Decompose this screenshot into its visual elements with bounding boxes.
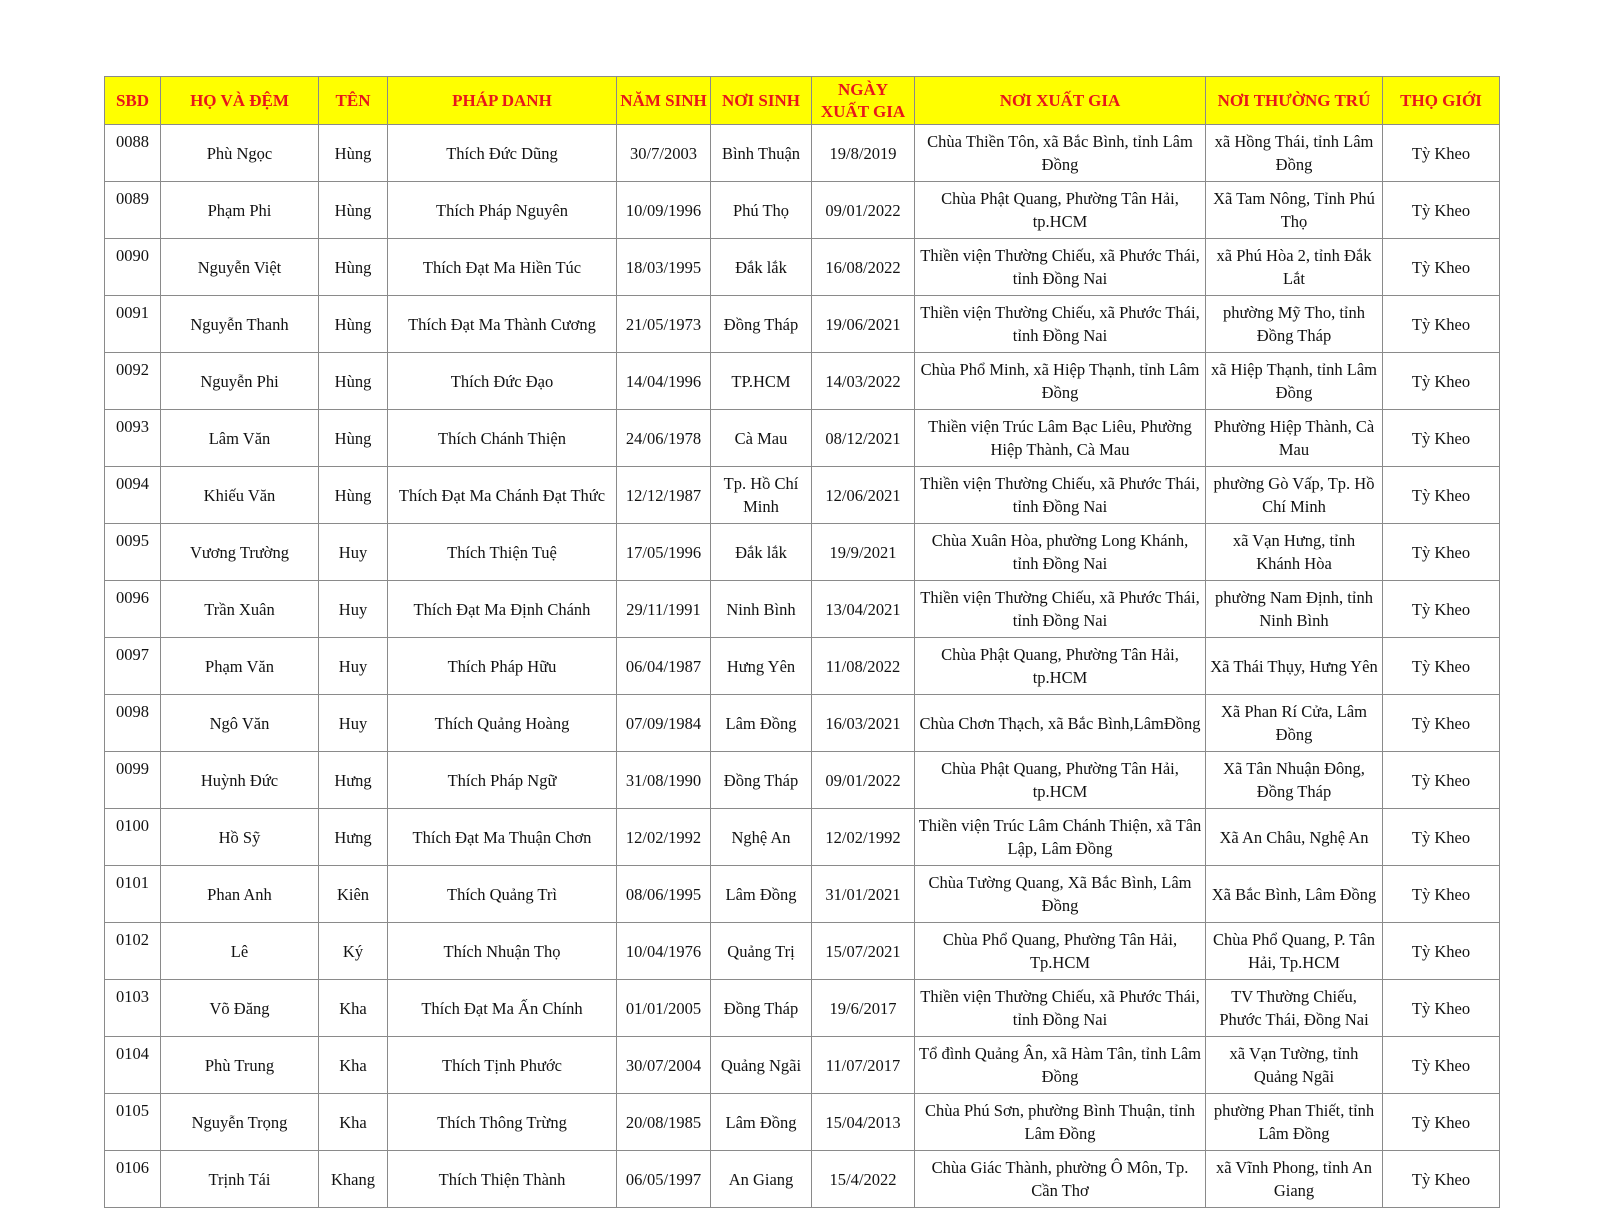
cell-ten: Hùng bbox=[319, 296, 388, 353]
cell-ngay-xuat-gia: 12/02/1992 bbox=[812, 809, 915, 866]
cell-ngay-xuat-gia: 09/01/2022 bbox=[812, 182, 915, 239]
cell-ngay-xuat-gia: 15/04/2013 bbox=[812, 1094, 915, 1151]
cell-phap-danh: Thích Thiện Thành bbox=[388, 1151, 617, 1208]
cell-noi-xuat-gia: Chùa Tường Quang, Xã Bắc Bình, Lâm Đồng bbox=[915, 866, 1206, 923]
cell-ho-va-dem: Lê bbox=[161, 923, 319, 980]
cell-noi-sinh: Lâm Đồng bbox=[711, 1094, 812, 1151]
header-noi-thuong-tru: NƠI THƯỜNG TRÚ bbox=[1206, 77, 1383, 125]
header-ho-va-dem: HỌ VÀ ĐỆM bbox=[161, 77, 319, 125]
table-row bbox=[105, 752, 1500, 809]
cell-noi-xuat-gia: Chùa Giác Thành, phường Ô Môn, Tp. Cần Thơ bbox=[915, 1151, 1206, 1208]
cell-ngay-xuat-gia: 08/12/2021 bbox=[812, 410, 915, 467]
cell-sbd: 0100 bbox=[105, 809, 161, 866]
cell-phap-danh: Thích Nhuận Thọ bbox=[388, 923, 617, 980]
table-header bbox=[105, 77, 1500, 125]
cell-noi-thuong-tru: xã Hồng Thái, tỉnh Lâm Đồng bbox=[1206, 125, 1383, 182]
cell-noi-xuat-gia: Thiền viện Thường Chiếu, xã Phước Thái, tỉnh Đồng Nai bbox=[915, 581, 1206, 638]
cell-ten: Hùng bbox=[319, 182, 388, 239]
cell-phap-danh: Thích Tịnh Phước bbox=[388, 1037, 617, 1094]
cell-noi-xuat-gia: Chùa Phú Sơn, phường Bình Thuận, tỉnh Lâm Đồng bbox=[915, 1094, 1206, 1151]
cell-noi-sinh: An Giang bbox=[711, 1151, 812, 1208]
cell-ngay-xuat-gia: 13/04/2021 bbox=[812, 581, 915, 638]
cell-noi-thuong-tru: phường Mỹ Tho, tỉnh Đồng Tháp bbox=[1206, 296, 1383, 353]
cell-ngay-xuat-gia: 15/4/2022 bbox=[812, 1151, 915, 1208]
cell-nam-sinh: 10/09/1996 bbox=[617, 182, 711, 239]
cell-ho-va-dem: Trịnh Tái bbox=[161, 1151, 319, 1208]
cell-noi-xuat-gia: Chùa Xuân Hòa, phường Long Khánh, tỉnh Đồng Nai bbox=[915, 524, 1206, 581]
cell-ho-va-dem: Vương Trường bbox=[161, 524, 319, 581]
cell-noi-thuong-tru: Xã Bắc Bình, Lâm Đồng bbox=[1206, 866, 1383, 923]
table-row bbox=[105, 581, 1500, 638]
cell-noi-sinh: Lâm Đồng bbox=[711, 866, 812, 923]
header-tho-gioi: THỌ GIỚI bbox=[1383, 77, 1500, 125]
document-page bbox=[104, 76, 1499, 1208]
cell-tho-gioi: Tỳ Kheo bbox=[1383, 125, 1500, 182]
cell-ngay-xuat-gia: 11/07/2017 bbox=[812, 1037, 915, 1094]
cell-ngay-xuat-gia: 09/01/2022 bbox=[812, 752, 915, 809]
cell-ho-va-dem: Phạm Văn bbox=[161, 638, 319, 695]
table-row bbox=[105, 1151, 1500, 1208]
cell-tho-gioi: Tỳ Kheo bbox=[1383, 467, 1500, 524]
header-sbd: SBD bbox=[105, 77, 161, 125]
cell-phap-danh: Thích Pháp Ngữ bbox=[388, 752, 617, 809]
cell-noi-sinh: TP.HCM bbox=[711, 353, 812, 410]
cell-ten: Hùng bbox=[319, 239, 388, 296]
cell-ten: Hùng bbox=[319, 467, 388, 524]
cell-ngay-xuat-gia: 12/06/2021 bbox=[812, 467, 915, 524]
cell-phap-danh: Thích Đạt Ma Ấn Chính bbox=[388, 980, 617, 1037]
table-body bbox=[105, 125, 1500, 1208]
cell-noi-thuong-tru: Xã Thái Thụy, Hưng Yên bbox=[1206, 638, 1383, 695]
table-row bbox=[105, 182, 1500, 239]
cell-phap-danh: Thích Đức Dũng bbox=[388, 125, 617, 182]
header-ngay-xuat-gia: NGÀY XUẤT GIA bbox=[812, 77, 915, 125]
cell-ngay-xuat-gia: 19/06/2021 bbox=[812, 296, 915, 353]
cell-noi-sinh: Tp. Hồ Chí Minh bbox=[711, 467, 812, 524]
cell-tho-gioi: Tỳ Kheo bbox=[1383, 923, 1500, 980]
table-row bbox=[105, 296, 1500, 353]
cell-nam-sinh: 30/07/2004 bbox=[617, 1037, 711, 1094]
table-row bbox=[105, 1094, 1500, 1151]
cell-noi-xuat-gia: Chùa Chơn Thạch, xã Bắc Bình,LâmĐồng bbox=[915, 695, 1206, 752]
table-row bbox=[105, 809, 1500, 866]
cell-tho-gioi: Tỳ Kheo bbox=[1383, 581, 1500, 638]
table-row bbox=[105, 1037, 1500, 1094]
cell-noi-sinh: Cà Mau bbox=[711, 410, 812, 467]
cell-ten: Ký bbox=[319, 923, 388, 980]
cell-sbd: 0088 bbox=[105, 125, 161, 182]
cell-ho-va-dem: Võ Đăng bbox=[161, 980, 319, 1037]
cell-noi-xuat-gia: Thiền viện Trúc Lâm Chánh Thiện, xã Tân Lập, Lâm Đồng bbox=[915, 809, 1206, 866]
cell-noi-sinh: Nghệ An bbox=[711, 809, 812, 866]
cell-noi-thuong-tru: Xã Phan Rí Cửa, Lâm Đồng bbox=[1206, 695, 1383, 752]
cell-sbd: 0098 bbox=[105, 695, 161, 752]
cell-ten: Huy bbox=[319, 524, 388, 581]
cell-nam-sinh: 24/06/1978 bbox=[617, 410, 711, 467]
cell-ten: Hùng bbox=[319, 353, 388, 410]
cell-noi-thuong-tru: Xã An Châu, Nghệ An bbox=[1206, 809, 1383, 866]
cell-noi-thuong-tru: phường Nam Định, tỉnh Ninh Bình bbox=[1206, 581, 1383, 638]
table-row bbox=[105, 467, 1500, 524]
cell-nam-sinh: 06/04/1987 bbox=[617, 638, 711, 695]
ordination-candidate-table bbox=[104, 76, 1500, 1208]
cell-sbd: 0099 bbox=[105, 752, 161, 809]
cell-nam-sinh: 30/7/2003 bbox=[617, 125, 711, 182]
cell-ten: Hùng bbox=[319, 410, 388, 467]
cell-nam-sinh: 06/05/1997 bbox=[617, 1151, 711, 1208]
cell-noi-xuat-gia: Chùa Phật Quang, Phường Tân Hải, tp.HCM bbox=[915, 638, 1206, 695]
cell-nam-sinh: 31/08/1990 bbox=[617, 752, 711, 809]
cell-ho-va-dem: Hồ Sỹ bbox=[161, 809, 319, 866]
cell-sbd: 0096 bbox=[105, 581, 161, 638]
cell-nam-sinh: 12/02/1992 bbox=[617, 809, 711, 866]
cell-sbd: 0094 bbox=[105, 467, 161, 524]
cell-noi-thuong-tru: phường Gò Vấp, Tp. Hồ Chí Minh bbox=[1206, 467, 1383, 524]
table-row bbox=[105, 695, 1500, 752]
cell-ten: Kha bbox=[319, 1094, 388, 1151]
cell-ho-va-dem: Phan Anh bbox=[161, 866, 319, 923]
cell-ten: Hưng bbox=[319, 752, 388, 809]
cell-ho-va-dem: Nguyễn Việt bbox=[161, 239, 319, 296]
cell-noi-sinh: Bình Thuận bbox=[711, 125, 812, 182]
cell-ten: Huy bbox=[319, 695, 388, 752]
cell-tho-gioi: Tỳ Kheo bbox=[1383, 239, 1500, 296]
cell-tho-gioi: Tỳ Kheo bbox=[1383, 809, 1500, 866]
cell-tho-gioi: Tỳ Kheo bbox=[1383, 752, 1500, 809]
cell-ho-va-dem: Trần Xuân bbox=[161, 581, 319, 638]
cell-nam-sinh: 14/04/1996 bbox=[617, 353, 711, 410]
cell-ten: Kiên bbox=[319, 866, 388, 923]
cell-tho-gioi: Tỳ Kheo bbox=[1383, 524, 1500, 581]
cell-nam-sinh: 10/04/1976 bbox=[617, 923, 711, 980]
cell-ten: Khang bbox=[319, 1151, 388, 1208]
cell-noi-sinh: Phú Thọ bbox=[711, 182, 812, 239]
cell-ngay-xuat-gia: 19/9/2021 bbox=[812, 524, 915, 581]
table-row bbox=[105, 923, 1500, 980]
table-row bbox=[105, 410, 1500, 467]
cell-noi-sinh: Đồng Tháp bbox=[711, 752, 812, 809]
cell-sbd: 0097 bbox=[105, 638, 161, 695]
cell-noi-thuong-tru: Xã Tam Nông, Tỉnh Phú Thọ bbox=[1206, 182, 1383, 239]
cell-sbd: 0102 bbox=[105, 923, 161, 980]
cell-sbd: 0089 bbox=[105, 182, 161, 239]
cell-noi-thuong-tru: xã Phú Hòa 2, tỉnh Đắk Lắt bbox=[1206, 239, 1383, 296]
table-row bbox=[105, 524, 1500, 581]
cell-noi-sinh: Đồng Tháp bbox=[711, 980, 812, 1037]
cell-ten: Kha bbox=[319, 980, 388, 1037]
table-row bbox=[105, 239, 1500, 296]
cell-ho-va-dem: Phạm Phi bbox=[161, 182, 319, 239]
cell-noi-xuat-gia: Chùa Thiền Tôn, xã Bắc Bình, tỉnh Lâm Đồng bbox=[915, 125, 1206, 182]
cell-ngay-xuat-gia: 16/08/2022 bbox=[812, 239, 915, 296]
cell-noi-thuong-tru: xã Vạn Tường, tỉnh Quảng Ngãi bbox=[1206, 1037, 1383, 1094]
cell-ngay-xuat-gia: 19/8/2019 bbox=[812, 125, 915, 182]
cell-noi-thuong-tru: Phường Hiệp Thành, Cà Mau bbox=[1206, 410, 1383, 467]
cell-tho-gioi: Tỳ Kheo bbox=[1383, 1151, 1500, 1208]
cell-phap-danh: Thích Thiện Tuệ bbox=[388, 524, 617, 581]
header-ten: TÊN bbox=[319, 77, 388, 125]
cell-tho-gioi: Tỳ Kheo bbox=[1383, 980, 1500, 1037]
cell-noi-sinh: Quảng Ngãi bbox=[711, 1037, 812, 1094]
cell-noi-sinh: Đồng Tháp bbox=[711, 296, 812, 353]
cell-ten: Hùng bbox=[319, 125, 388, 182]
cell-phap-danh: Thích Đạt Ma Thành Cương bbox=[388, 296, 617, 353]
cell-noi-sinh: Đắk lắk bbox=[711, 239, 812, 296]
cell-sbd: 0091 bbox=[105, 296, 161, 353]
cell-ho-va-dem: Phù Ngọc bbox=[161, 125, 319, 182]
cell-phap-danh: Thích Đạt Ma Chánh Đạt Thức bbox=[388, 467, 617, 524]
cell-phap-danh: Thích Chánh Thiện bbox=[388, 410, 617, 467]
cell-ho-va-dem: Nguyễn Trọng bbox=[161, 1094, 319, 1151]
cell-phap-danh: Thích Quảng Trì bbox=[388, 866, 617, 923]
cell-tho-gioi: Tỳ Kheo bbox=[1383, 866, 1500, 923]
cell-noi-thuong-tru: Xã Tân Nhuận Đông, Đồng Tháp bbox=[1206, 752, 1383, 809]
cell-nam-sinh: 12/12/1987 bbox=[617, 467, 711, 524]
header-noi-sinh: NƠI SINH bbox=[711, 77, 812, 125]
cell-sbd: 0105 bbox=[105, 1094, 161, 1151]
cell-nam-sinh: 01/01/2005 bbox=[617, 980, 711, 1037]
cell-ngay-xuat-gia: 31/01/2021 bbox=[812, 866, 915, 923]
cell-noi-xuat-gia: Thiền viện Thường Chiếu, xã Phước Thái, tỉnh Đồng Nai bbox=[915, 980, 1206, 1037]
header-row bbox=[105, 77, 1500, 125]
cell-nam-sinh: 29/11/1991 bbox=[617, 581, 711, 638]
cell-noi-thuong-tru: xã Vạn Hưng, tỉnh Khánh Hòa bbox=[1206, 524, 1383, 581]
cell-ho-va-dem: Nguyễn Phi bbox=[161, 353, 319, 410]
cell-phap-danh: Thích Quảng Hoàng bbox=[388, 695, 617, 752]
cell-ho-va-dem: Khiếu Văn bbox=[161, 467, 319, 524]
cell-noi-thuong-tru: phường Phan Thiết, tỉnh Lâm Đồng bbox=[1206, 1094, 1383, 1151]
cell-ho-va-dem: Huỳnh Đức bbox=[161, 752, 319, 809]
cell-ho-va-dem: Nguyễn Thanh bbox=[161, 296, 319, 353]
cell-nam-sinh: 17/05/1996 bbox=[617, 524, 711, 581]
cell-phap-danh: Thích Đạt Ma Thuận Chơn bbox=[388, 809, 617, 866]
cell-nam-sinh: 07/09/1984 bbox=[617, 695, 711, 752]
cell-sbd: 0106 bbox=[105, 1151, 161, 1208]
cell-ten: Huy bbox=[319, 581, 388, 638]
table-row bbox=[105, 638, 1500, 695]
cell-nam-sinh: 20/08/1985 bbox=[617, 1094, 711, 1151]
cell-phap-danh: Thích Thông Trừng bbox=[388, 1094, 617, 1151]
cell-tho-gioi: Tỳ Kheo bbox=[1383, 1094, 1500, 1151]
cell-tho-gioi: Tỳ Kheo bbox=[1383, 410, 1500, 467]
cell-tho-gioi: Tỳ Kheo bbox=[1383, 638, 1500, 695]
cell-sbd: 0095 bbox=[105, 524, 161, 581]
cell-ngay-xuat-gia: 11/08/2022 bbox=[812, 638, 915, 695]
cell-noi-sinh: Hưng Yên bbox=[711, 638, 812, 695]
cell-noi-xuat-gia: Chùa Phổ Quang, Phường Tân Hải, Tp.HCM bbox=[915, 923, 1206, 980]
cell-phap-danh: Thích Pháp Hữu bbox=[388, 638, 617, 695]
cell-sbd: 0092 bbox=[105, 353, 161, 410]
cell-ngay-xuat-gia: 19/6/2017 bbox=[812, 980, 915, 1037]
cell-noi-xuat-gia: Chùa Phật Quang, Phường Tân Hải, tp.HCM bbox=[915, 752, 1206, 809]
cell-ten: Hưng bbox=[319, 809, 388, 866]
cell-ho-va-dem: Phù Trung bbox=[161, 1037, 319, 1094]
cell-noi-xuat-gia: Chùa Phật Quang, Phường Tân Hải, tp.HCM bbox=[915, 182, 1206, 239]
cell-noi-sinh: Ninh Bình bbox=[711, 581, 812, 638]
table-row bbox=[105, 866, 1500, 923]
cell-noi-xuat-gia: Thiền viện Trúc Lâm Bạc Liêu, Phường Hiệp Thành, Cà Mau bbox=[915, 410, 1206, 467]
cell-noi-thuong-tru: Chùa Phổ Quang, P. Tân Hải, Tp.HCM bbox=[1206, 923, 1383, 980]
cell-ten: Kha bbox=[319, 1037, 388, 1094]
cell-ho-va-dem: Lâm Văn bbox=[161, 410, 319, 467]
table-row bbox=[105, 353, 1500, 410]
cell-noi-xuat-gia: Thiền viện Thường Chiếu, xã Phước Thái, tỉnh Đồng Nai bbox=[915, 467, 1206, 524]
cell-phap-danh: Thích Pháp Nguyên bbox=[388, 182, 617, 239]
cell-nam-sinh: 21/05/1973 bbox=[617, 296, 711, 353]
cell-tho-gioi: Tỳ Kheo bbox=[1383, 296, 1500, 353]
header-noi-xuat-gia: NƠI XUẤT GIA bbox=[915, 77, 1206, 125]
header-phap-danh: PHÁP DANH bbox=[388, 77, 617, 125]
cell-noi-xuat-gia: Thiền viện Thường Chiếu, xã Phước Thái, tỉnh Đồng Nai bbox=[915, 239, 1206, 296]
cell-ho-va-dem: Ngô Văn bbox=[161, 695, 319, 752]
cell-noi-sinh: Lâm Đồng bbox=[711, 695, 812, 752]
header-nam-sinh: NĂM SINH bbox=[617, 77, 711, 125]
table-row bbox=[105, 125, 1500, 182]
cell-noi-sinh: Đắk lắk bbox=[711, 524, 812, 581]
cell-sbd: 0103 bbox=[105, 980, 161, 1037]
cell-phap-danh: Thích Đạt Ma Định Chánh bbox=[388, 581, 617, 638]
cell-tho-gioi: Tỳ Kheo bbox=[1383, 353, 1500, 410]
cell-tho-gioi: Tỳ Kheo bbox=[1383, 695, 1500, 752]
cell-tho-gioi: Tỳ Kheo bbox=[1383, 1037, 1500, 1094]
cell-noi-xuat-gia: Chùa Phổ Minh, xã Hiệp Thạnh, tỉnh Lâm Đồng bbox=[915, 353, 1206, 410]
cell-nam-sinh: 18/03/1995 bbox=[617, 239, 711, 296]
cell-noi-thuong-tru: xã Hiệp Thạnh, tỉnh Lâm Đồng bbox=[1206, 353, 1383, 410]
cell-ngay-xuat-gia: 15/07/2021 bbox=[812, 923, 915, 980]
cell-noi-xuat-gia: Tổ đình Quảng Ân, xã Hàm Tân, tỉnh Lâm Đồng bbox=[915, 1037, 1206, 1094]
cell-ten: Huy bbox=[319, 638, 388, 695]
cell-sbd: 0101 bbox=[105, 866, 161, 923]
cell-ngay-xuat-gia: 14/03/2022 bbox=[812, 353, 915, 410]
cell-sbd: 0093 bbox=[105, 410, 161, 467]
cell-sbd: 0104 bbox=[105, 1037, 161, 1094]
cell-noi-thuong-tru: TV Thường Chiếu, Phước Thái, Đồng Nai bbox=[1206, 980, 1383, 1037]
cell-noi-thuong-tru: xã Vĩnh Phong, tỉnh An Giang bbox=[1206, 1151, 1383, 1208]
cell-ngay-xuat-gia: 16/03/2021 bbox=[812, 695, 915, 752]
cell-noi-xuat-gia: Thiền viện Thường Chiếu, xã Phước Thái, tỉnh Đồng Nai bbox=[915, 296, 1206, 353]
cell-phap-danh: Thích Đạt Ma Hiền Túc bbox=[388, 239, 617, 296]
cell-tho-gioi: Tỳ Kheo bbox=[1383, 182, 1500, 239]
table-row bbox=[105, 980, 1500, 1037]
cell-phap-danh: Thích Đức Đạo bbox=[388, 353, 617, 410]
cell-nam-sinh: 08/06/1995 bbox=[617, 866, 711, 923]
cell-noi-sinh: Quảng Trị bbox=[711, 923, 812, 980]
cell-sbd: 0090 bbox=[105, 239, 161, 296]
